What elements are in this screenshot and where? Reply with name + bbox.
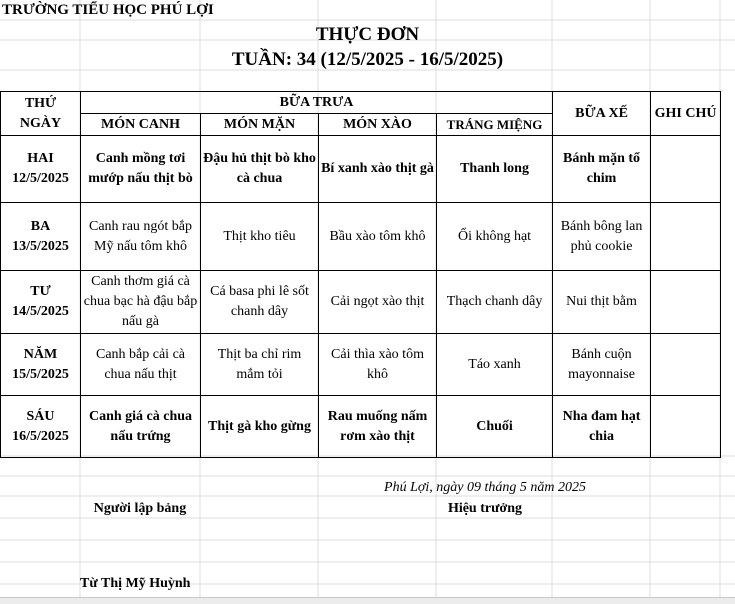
soup-cell[interactable]: Canh mồng tơi mướp nấu thịt bò bbox=[81, 136, 201, 203]
stirfry-cell[interactable]: Cải ngọt xào thịt bbox=[319, 271, 437, 334]
day-cell[interactable] bbox=[1, 136, 81, 203]
table-row bbox=[1, 136, 721, 203]
page-title: THỰC ĐƠN bbox=[315, 24, 420, 45]
stirfry-cell[interactable]: Bí xanh xào thịt gà bbox=[319, 136, 437, 203]
salty-cell[interactable]: Thịt gà kho gừng bbox=[201, 396, 319, 458]
day-date: 13/5/2025 bbox=[12, 238, 69, 254]
snack-cell[interactable]: Bánh bông lan phủ cookie bbox=[553, 203, 651, 271]
day-name: BA bbox=[30, 218, 51, 234]
header-lunch[interactable]: BỮA TRƯA bbox=[81, 92, 553, 114]
note-cell[interactable] bbox=[651, 203, 721, 271]
signature-date-line: Phú Lợi, ngày 09 tháng 5 năm 2025 bbox=[384, 480, 586, 495]
day-cell[interactable] bbox=[1, 334, 81, 396]
table-row bbox=[1, 396, 721, 458]
header-dessert[interactable]: TRÁNG MIỆNG bbox=[437, 114, 553, 136]
salty-cell[interactable]: Cá basa phi lê sốt chanh dây bbox=[201, 271, 319, 334]
preparer-label: Người lập bảng bbox=[93, 501, 187, 516]
dessert-cell[interactable]: Thanh long bbox=[437, 136, 553, 203]
header-salty[interactable]: MÓN MẶN bbox=[201, 114, 319, 136]
salty-cell[interactable]: Thịt kho tiêu bbox=[201, 203, 319, 271]
menu-table bbox=[0, 91, 721, 458]
snack-cell[interactable]: Nui thịt bằm bbox=[553, 271, 651, 334]
stirfry-cell[interactable]: Cải thìa xào tôm khô bbox=[319, 334, 437, 396]
principal-label: Hiệu trưởng bbox=[447, 501, 523, 516]
note-cell[interactable] bbox=[651, 136, 721, 203]
salty-cell[interactable]: Đậu hủ thịt bò kho cà chua bbox=[201, 136, 319, 203]
day-cell[interactable] bbox=[1, 203, 81, 271]
soup-cell[interactable]: Canh rau ngót bắp Mỹ nấu tôm khô bbox=[81, 203, 201, 271]
table-row bbox=[1, 203, 721, 271]
soup-cell[interactable]: Canh thơm giá cà chua bạc hà đậu bắp nấu gà bbox=[81, 271, 201, 334]
header-note[interactable]: GHI CHÚ bbox=[651, 92, 721, 136]
day-date: 14/5/2025 bbox=[12, 304, 69, 319]
snack-cell[interactable]: Bánh cuộn mayonnaise bbox=[553, 334, 651, 396]
dessert-cell[interactable]: Chuối bbox=[437, 396, 553, 458]
soup-cell[interactable]: Canh giá cà chua nấu trứng bbox=[81, 396, 201, 458]
soup-cell[interactable]: Canh bắp cải cà chua nấu thịt bbox=[81, 334, 201, 396]
note-cell[interactable] bbox=[651, 271, 721, 334]
day-name: TƯ bbox=[30, 284, 51, 299]
day-cell[interactable] bbox=[1, 396, 81, 458]
day-name: NĂM bbox=[23, 346, 58, 362]
note-cell[interactable] bbox=[651, 334, 721, 396]
salty-cell[interactable]: Thịt ba chỉ rim mắm tỏi bbox=[201, 334, 319, 396]
note-cell[interactable] bbox=[651, 396, 721, 458]
header-snack[interactable]: BỮA XẾ bbox=[553, 92, 651, 136]
snack-cell[interactable]: Bánh mặn tổ chim bbox=[553, 136, 651, 203]
table-row bbox=[1, 271, 721, 334]
day-name: HAI bbox=[27, 151, 54, 166]
day-date: 15/5/2025 bbox=[12, 366, 69, 382]
preparer-name: Từ Thị Mỹ Huỳnh bbox=[80, 576, 191, 591]
day-date: 12/5/2025 bbox=[12, 171, 69, 186]
day-date: 16/5/2025 bbox=[12, 428, 69, 444]
day-cell[interactable] bbox=[1, 271, 81, 334]
stirfry-cell[interactable]: Rau muống nấm rơm xào thịt bbox=[319, 396, 437, 458]
table-row bbox=[1, 334, 721, 396]
snack-cell[interactable]: Nha đam hạt chia bbox=[553, 396, 651, 458]
header-day-cell[interactable] bbox=[1, 92, 81, 136]
dessert-cell[interactable]: Thạch chanh dây bbox=[437, 271, 553, 334]
stirfry-cell[interactable]: Bầu xào tôm khô bbox=[319, 203, 437, 271]
header-stirfry[interactable]: MÓN XÀO bbox=[319, 114, 437, 136]
header-day-line1: THỨ bbox=[24, 95, 57, 111]
dessert-cell[interactable]: Táo xanh bbox=[437, 334, 553, 396]
day-name: SÁU bbox=[26, 408, 55, 424]
header-soup[interactable]: MÓN CANH bbox=[81, 114, 201, 136]
school-name: TRƯỜNG TIỂU HỌC PHÚ LỢI bbox=[2, 2, 214, 18]
dessert-cell[interactable]: Ổi không hạt bbox=[437, 203, 553, 271]
week-range: TUẦN: 34 (12/5/2025 - 16/5/2025) bbox=[231, 49, 504, 70]
header-day-line2: NGÀY bbox=[19, 115, 62, 131]
